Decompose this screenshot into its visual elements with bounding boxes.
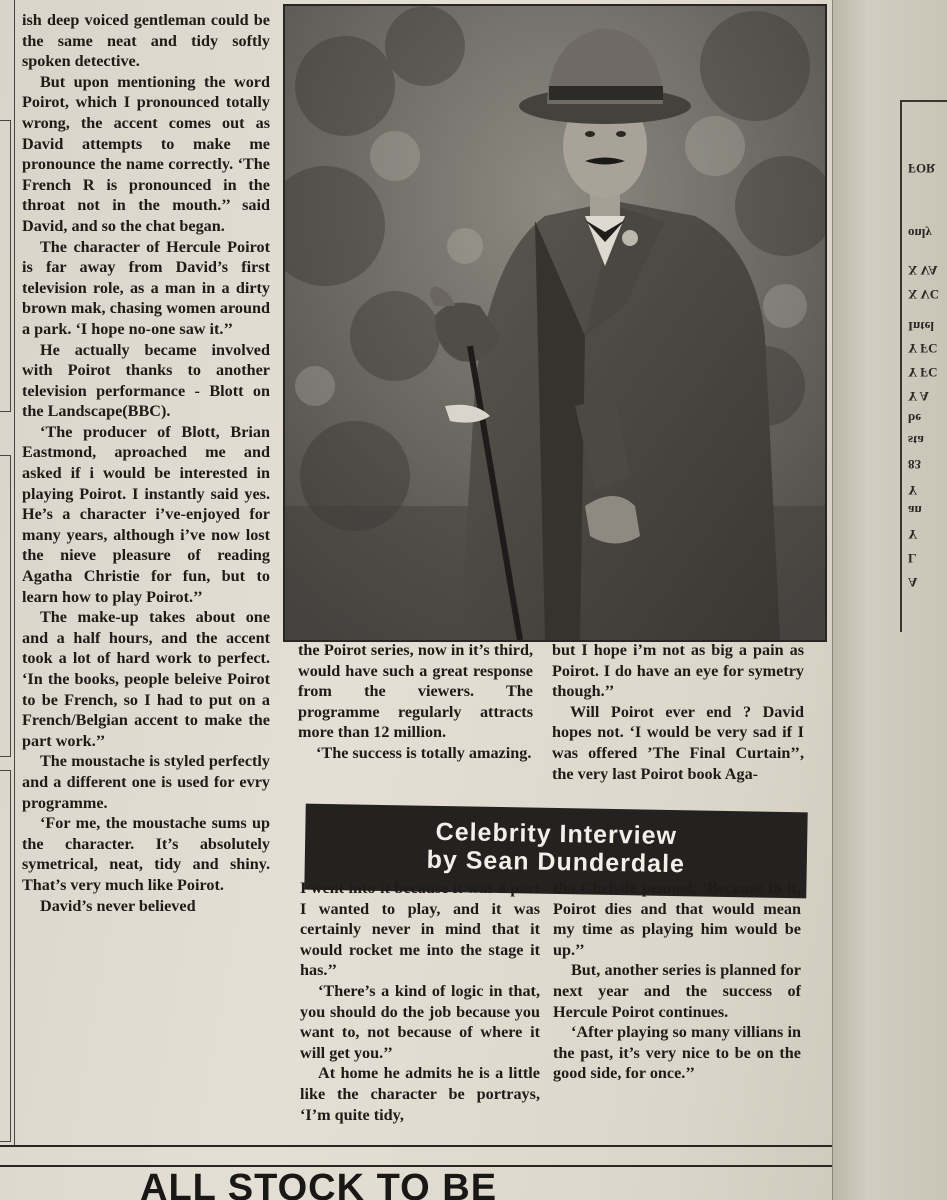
paragraph: He actually became involved with Poirot thanks to another television performance - Blott on the Landscape(BBC). [22, 340, 270, 421]
facing-page-fragment: X VC [908, 287, 940, 302]
previous-column-box [0, 120, 11, 412]
paragraph: the Poirot series, now in it’s third, would have such a great response from the viewers. The programme regularly attracts more than 12 million. [298, 641, 533, 742]
paragraph: The make-up takes about one and a half hours, and the accent took a lot of hard work to perfect. ‘In the books, people beleive Poirot to be French, so I had to put on a French/Belgian accent to make the part work.’’ [22, 608, 270, 750]
poirot-photo [283, 4, 827, 642]
facing-page-fragment: A [908, 575, 918, 590]
previous-column-border [0, 0, 15, 1145]
facing-page-fragment: only [908, 226, 932, 241]
footer-headline: ALL STOCK TO BE [140, 1167, 498, 1200]
facing-page-fragment: FOR [908, 161, 936, 176]
facing-page-fragment: X VA [908, 263, 938, 278]
article-column-3 [552, 640, 804, 784]
paragraph: ish deep voiced gentleman could be the same neat and tidy softly spoken detective. [22, 11, 270, 71]
paragraph: but I hope i’m not as big a pain as Poirot. I do have an eye for symetry though.’’ [552, 641, 804, 701]
facing-page-fragment: sta [908, 433, 924, 448]
article-column-5 [553, 878, 801, 1084]
facing-page-fragment: an [908, 503, 922, 518]
facing-page-fragment: Intel [908, 319, 934, 334]
paragraph: ‘For me, the moustache sums up the character. It’s absolutely symetrical, neat, tidy and shiny. That’s very much like Poirot. [22, 814, 270, 894]
facing-page-fragment: L [908, 551, 917, 566]
paragraph: Will Poirot ever end ? David hopes not. ‘I would be very sad if I was offered ’The Final Curtain’’, the very last Poirot book Aga- [552, 702, 804, 783]
paragraph: But, another series is planned for next year and the success of Hercule Poirot continues. [553, 961, 801, 1021]
paragraph: ‘The producer of Blott, Brian Eastmond, aproached me and asked if i would be interested in playing Poirot. I instantly said yes. He’s a character i’ve-enjoyed for many years, although i’ve now lost the nieve pleasure of reading Agatha Christie for fun, but to learn how to play Poirot.’’ [22, 422, 270, 606]
article-column-4 [300, 878, 540, 1125]
previous-column-box [0, 455, 11, 757]
facing-page-fragment: Y FC [908, 341, 938, 356]
facing-page-fragment: Y [908, 527, 918, 542]
poirot-photo-image [285, 6, 825, 640]
previous-column-box [0, 770, 11, 1142]
headline-byline: by Sean Dunderdale [426, 845, 686, 879]
headline-title: Celebrity Interview [435, 817, 678, 851]
facing-page-fragment: Y A [908, 389, 929, 404]
paragraph: The character of Hercule Poirot is far away from David’s first television role, as a man in a dirty brown mak, chasing women around a park. ‘I hope no-one saw it.’’ [22, 237, 270, 338]
paragraph: ‘The success is totally amazing. [316, 743, 532, 762]
article-column-1 [22, 10, 270, 916]
paragraph: ‘There’s a kind of logic in that, you should do the job because you want to, not because of where it will get you.’’ [300, 981, 540, 1062]
page-rule [0, 1145, 832, 1147]
paragraph: tha Christie penned, ‘Because in it, Poirot dies and that would mean my time as playing him would be up.’’ [553, 879, 801, 959]
facing-page-fragment: Y FC [908, 365, 938, 380]
article-column-2 [298, 640, 533, 764]
paragraph: But upon mentioning the word Poirot, which I pronounced totally wrong, the accent comes out as David attempts to make me pronounce the name correctly. ‘The French R is pronounced in the throat not in the mouth.’’ said David, and so the chat began. [22, 72, 270, 235]
paragraph: David’s never believed [40, 896, 196, 915]
facing-page-fragment: Y [908, 483, 918, 498]
paragraph: I went into it because it was a part I wanted to play, and it was certainly never in mind that it would rocket me into the stage it has.’’ [300, 879, 540, 980]
paragraph: The moustache is styled perfectly and a different one is used for evry programme. [22, 752, 270, 812]
paragraph: At home he admits he is a little like the character be portrays, ‘I’m quite tidy, [300, 1064, 540, 1124]
facing-page-fragment: 83 [908, 457, 921, 472]
paragraph: ‘After playing so many villians in the past, it’s very nice to be on the good side, for once.’’ [553, 1023, 801, 1083]
facing-page-fragment: be [908, 411, 921, 426]
